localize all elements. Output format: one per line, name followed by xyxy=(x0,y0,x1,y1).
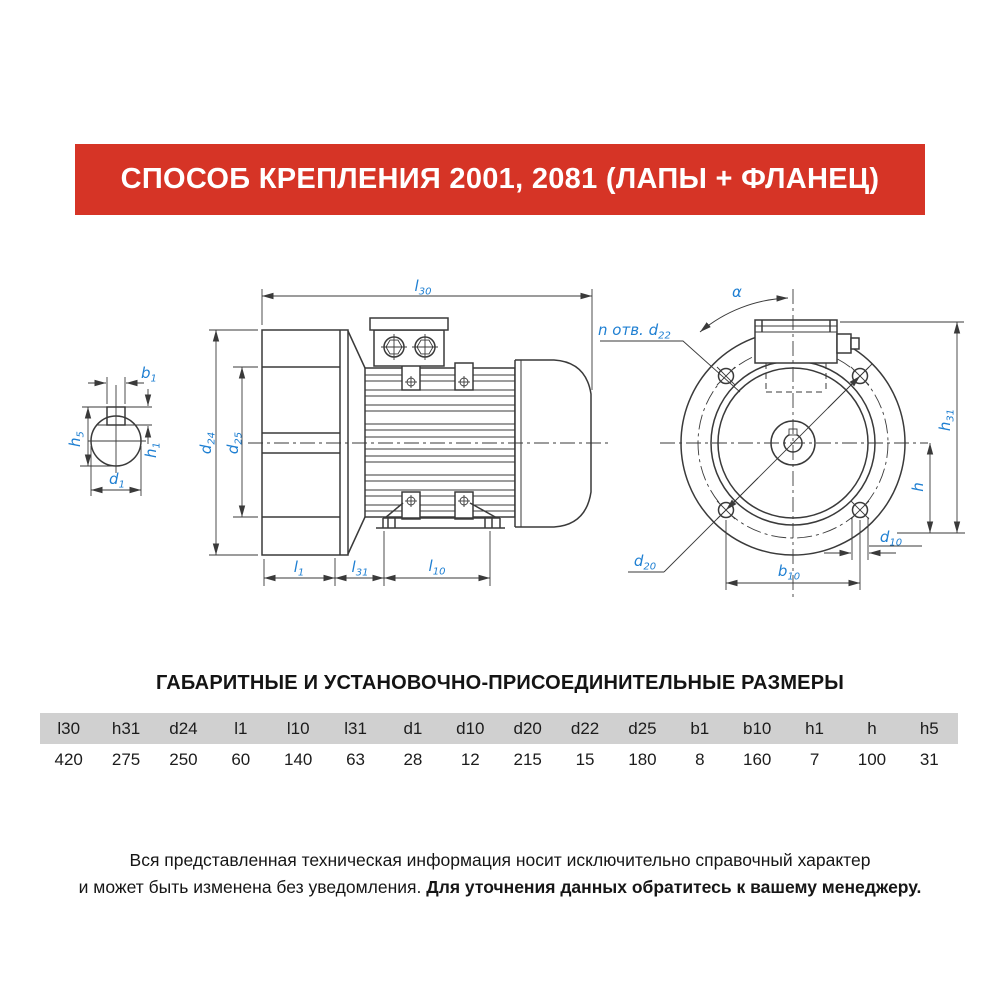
dimension-value: 31 xyxy=(919,750,939,769)
dimension-value: 28 xyxy=(403,750,423,769)
label-l30: $l_{30}$ xyxy=(414,277,432,298)
dimension-value: 100 xyxy=(857,750,887,769)
label-l31: $l_{31}$ xyxy=(351,558,369,579)
label-n-otv-d22: n отв. $d_{22}$ xyxy=(598,321,671,342)
dimension-value: 215 xyxy=(513,750,542,769)
flange-plate xyxy=(262,330,348,555)
label-b10: $b_{10}$ xyxy=(777,562,801,583)
motor-side-view xyxy=(248,318,612,555)
dimension-value: 60 xyxy=(231,750,251,769)
label-h: h xyxy=(909,482,927,492)
dim-d25 xyxy=(224,367,258,517)
disclaimer-line1: Вся представленная техническая информация носит исключительно справочный характер xyxy=(129,850,871,870)
dimension-value: 7 xyxy=(809,750,820,769)
label-d10: $d_{10}$ xyxy=(879,528,903,549)
label-l1: $l_1$ xyxy=(293,558,305,579)
fan-cover xyxy=(515,360,591,527)
table-values-row xyxy=(40,744,958,775)
table-header-row xyxy=(40,713,958,744)
dimension-value: 250 xyxy=(169,750,198,769)
column-header: d20 xyxy=(513,719,542,738)
technical-drawing xyxy=(0,240,1000,640)
dimension-value: 12 xyxy=(460,750,480,769)
dimensions-table xyxy=(40,713,958,775)
column-header: h31 xyxy=(111,719,141,738)
page-title: СПОСОБ КРЕПЛЕНИЯ 2001, 2081 (ЛАПЫ + ФЛАНЕЦ) xyxy=(120,163,880,195)
dimension-value: 8 xyxy=(695,750,705,769)
dimension-value: 160 xyxy=(743,750,772,769)
dim-b1 xyxy=(88,364,157,404)
dimension-value: 420 xyxy=(54,750,83,769)
column-header: l10 xyxy=(286,719,310,738)
label-h1: $h_1$ xyxy=(142,442,163,458)
dim-d24 xyxy=(197,330,258,555)
column-header: h1 xyxy=(805,719,825,738)
label-d1: $d_1$ xyxy=(109,470,125,491)
disclaimer-line2-bold: Для уточнения данных обратитесь к вашему менеджеру. xyxy=(426,877,922,897)
dim-h1 xyxy=(142,389,163,458)
disclaimer-line2 xyxy=(0,874,1000,901)
terminal-box-side xyxy=(370,318,448,366)
column-header: d1 xyxy=(403,719,423,738)
label-h31: $h_{31}$ xyxy=(936,408,957,432)
label-d20: $d_{20}$ xyxy=(633,552,657,573)
gland-fitting xyxy=(837,334,851,353)
column-header: h5 xyxy=(919,719,939,738)
column-header: l30 xyxy=(57,719,81,738)
dimension-value: 180 xyxy=(628,750,657,769)
dimension-value: 275 xyxy=(111,750,141,769)
column-header: b10 xyxy=(743,719,772,738)
column-header: h xyxy=(867,719,877,738)
flange-end-view xyxy=(660,289,928,598)
dim-h xyxy=(909,443,930,533)
dimensions-heading: ГАБАРИТНЫЕ И УСТАНОВОЧНО-ПРИСОЕДИНИТЕЛЬНЫЕ РАЗМЕРЫ xyxy=(155,672,845,694)
disclaimer xyxy=(0,847,1000,901)
column-header: d10 xyxy=(456,719,485,738)
column-header: l31 xyxy=(344,719,367,738)
dimension-value: 15 xyxy=(575,750,595,769)
dimension-value: 140 xyxy=(284,750,313,769)
disclaimer-line2-regular: и может быть изменена без уведомления. xyxy=(78,877,422,897)
dimension-value: 63 xyxy=(346,750,366,769)
shaft-section-view xyxy=(66,364,163,496)
column-header: b1 xyxy=(690,719,710,738)
column-header: d24 xyxy=(169,719,198,738)
column-header: d22 xyxy=(570,719,600,738)
label-d24: $d_{24}$ xyxy=(197,431,218,455)
label-l10: $l_{10}$ xyxy=(428,557,446,578)
label-h5: $h_5$ xyxy=(66,431,87,447)
label-b1: $b_1$ xyxy=(141,364,157,385)
label-d25: $d_{25}$ xyxy=(224,431,245,455)
column-header: l1 xyxy=(234,719,248,738)
label-alpha: α xyxy=(732,283,742,301)
title-banner xyxy=(75,144,925,215)
column-header: d25 xyxy=(628,719,657,738)
